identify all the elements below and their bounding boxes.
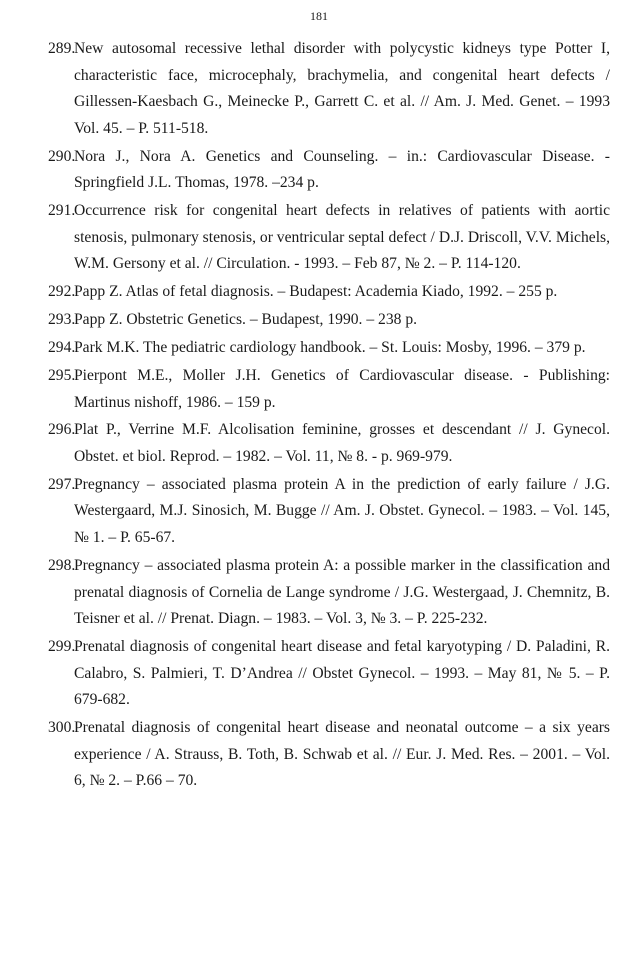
reference-item xyxy=(48,363,610,416)
reference-item xyxy=(48,198,610,278)
reference-number: 289. xyxy=(48,40,76,57)
reference-item xyxy=(48,36,610,142)
reference-text: Pierpont M.E., Moller J.H. Genetics of Cardiovascular disease. - Publishing: Martinus nishoff, 1986. – 159 p. xyxy=(74,366,610,411)
reference-text: Papp Z. Obstetric Genetics. – Budapest, 1990. – 238 p. xyxy=(74,311,418,329)
reference-item xyxy=(48,335,610,362)
reference-number: 293. xyxy=(48,311,76,329)
reference-item xyxy=(48,144,610,197)
reference-number: 298. xyxy=(48,556,76,574)
reference-text: Prenatal diagnosis of congenital heart disease and neonatal outcome – a six years experience / A. Strauss, B. Toth, B. Schwab et al. // Eur. J. Med. Res. – 2001. – Vol. 6, № 2. – P.66 – 70. xyxy=(74,719,610,790)
reference-text: Occurrence risk for congenital heart defects in relatives of patients with aortic stenosis, pulmonary stenosis, or ventricular septal defect / D.J. Driscoll, V.V. Michels, W.M. Gersony et al. // Circulation. - 1993. – Feb 87, № 2. – P. 114-120. xyxy=(74,202,610,273)
reference-item xyxy=(48,715,610,795)
reference-text: Papp Z. Atlas of fetal diagnosis. – Budapest: Academia Kiado, 1992. – 255 p. xyxy=(74,283,558,301)
reference-number: 296. xyxy=(48,421,76,439)
reference-item xyxy=(48,307,610,334)
reference-number: 292. xyxy=(48,283,76,301)
reference-number: 291. xyxy=(48,202,76,220)
reference-item xyxy=(48,279,610,306)
reference-text: Prenatal diagnosis of congenital heart disease and fetal karyotyping / D. Paladini, R. Calabro, S. Palmieri, T. D’Andrea // Obstet Gynecol. – 1993. – May 81, № 5. – P. 679-682. xyxy=(74,638,610,709)
reference-number: 290. xyxy=(48,147,76,165)
reference-number: 297. xyxy=(48,475,76,493)
reference-text: Plat P., Verrine M.F. Alcolisation feminine, grosses et descendant // J. Gynecol. Obstet. et biol. Reprod. – 1982. – Vol. 11, № 8. - p. 969-979. xyxy=(74,421,610,465)
reference-text: New autosomal recessive lethal disorder with polycystic kidneys type Potter I, characteristic face, microcephaly, brachymelia, and congenital heart defects / Gillessen-Kaesbach G., Meinecke P., Garrett C. et al. // Am. J. Med. Genet. – 1993 Vol. 45. – P. 511-518. xyxy=(74,40,610,137)
reference-number: 299. xyxy=(48,638,76,656)
reference-number: 295. xyxy=(48,366,76,384)
reference-list xyxy=(48,36,610,796)
reference-text: Pregnancy – associated plasma protein A in the prediction of early failure / J.G. Westergaard, M.J. Sinosich, M. Bugge // Am. J. Obstet. Gynecol. – 1983. – Vol. 145, № 1. – P. 65-67. xyxy=(74,475,610,547)
reference-item xyxy=(48,634,610,714)
page-number: 181 xyxy=(310,9,328,23)
reference-number: 300. xyxy=(48,719,76,737)
reference-text: Park M.K. The pediatric cardiology handbook. – St. Louis: Mosby, 1996. – 379 p. xyxy=(74,339,586,357)
reference-text: Nora J., Nora A. Genetics and Counseling. – in.: Cardiovascular Disease. - Springfield J.L. Thomas, 1978. –234 p. xyxy=(74,147,610,192)
reference-item xyxy=(48,417,610,470)
reference-number: 294. xyxy=(48,339,76,357)
reference-item xyxy=(48,472,610,552)
reference-item xyxy=(48,553,610,633)
reference-text: Pregnancy – associated plasma protein A: a possible marker in the classification and prenatal diagnosis of Cornelia de Lange syndrome / J.G. Westergaad, J. Chemnitz, B. Teisner et al. // Prenat. Diagn. – 1983. – Vol. 3, № 3. – P. 225-232. xyxy=(74,556,610,628)
